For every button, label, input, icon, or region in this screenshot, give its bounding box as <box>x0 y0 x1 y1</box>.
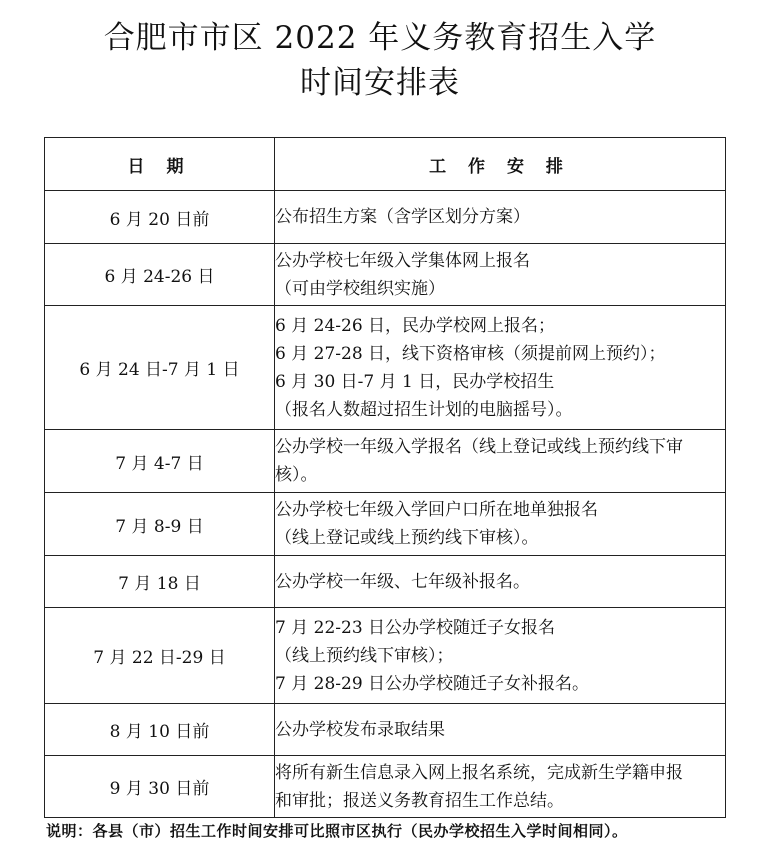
date-column-header: 日 期 <box>45 138 275 191</box>
date-cell: 6 月 24-26 日 <box>45 244 275 306</box>
task-line: 6 月 30 日-7 月 1 日，民办学校招生 <box>275 371 555 392</box>
document-title-line-1: 合肥市市区 2022 年义务教育招生入学 <box>103 20 657 56</box>
task-line: （线上预约线下审核）； <box>275 645 454 666</box>
date-cell: 7 月 4-7 日 <box>45 430 275 493</box>
task-line: （可由学校组织实施） <box>275 278 445 299</box>
schedule-table <box>44 137 726 818</box>
task-cell <box>275 493 726 556</box>
task-cell <box>275 244 726 306</box>
task-column-header: 工 作 安 排 <box>275 138 726 191</box>
task-line: 公办学校一年级入学报名（线上登记或线上预约线下审 <box>275 437 683 457</box>
task-line: 7 月 28-29 日公办学校随迁子女补报名。 <box>275 673 590 694</box>
task-line: 公办学校发布录取结果 <box>275 719 445 740</box>
table-row <box>45 556 726 608</box>
task-cell <box>275 191 726 244</box>
task-line: 将所有新生信息录入网上报名系统，完成新生学籍申报 <box>275 762 683 783</box>
task-line: 7 月 22-23 日公办学校随迁子女报名 <box>275 617 556 638</box>
task-line: 公办学校七年级入学集体网上报名 <box>275 250 530 271</box>
date-cell: 9 月 30 日前 <box>45 756 275 818</box>
task-line: （报名人数超过招生计划的电脑摇号）。 <box>275 399 573 420</box>
table-row <box>45 493 726 556</box>
task-line: （线上登记或线上预约线下审核）。 <box>275 528 539 548</box>
task-line: 公布招生方案（含学区划分方案） <box>275 207 530 227</box>
table-row <box>45 756 726 818</box>
date-cell: 6 月 20 日前 <box>45 191 275 244</box>
task-cell <box>275 608 726 704</box>
task-line: 核）。 <box>275 465 318 485</box>
task-line: 6 月 27-28 日，线下资格审核（须提前网上预约）； <box>275 343 666 364</box>
task-cell <box>275 704 726 756</box>
date-cell: 7 月 22 日-29 日 <box>45 608 275 704</box>
task-line: 和审批；报送义务教育招生工作总结。 <box>275 790 564 811</box>
table-header-row <box>45 138 726 191</box>
table-row <box>45 704 726 756</box>
footnote: 说明：各县（市）招生工作时间安排可比照市区执行（民办学校招生入学时间相同）。 <box>46 822 628 840</box>
task-cell <box>275 306 726 430</box>
document-title-line-2: 时间安排表 <box>300 65 460 101</box>
task-cell <box>275 756 726 818</box>
task-line: 公办学校一年级、七年级补报名。 <box>275 571 530 592</box>
task-line: 公办学校七年级入学回户口所在地单独报名 <box>275 500 598 520</box>
task-cell <box>275 556 726 608</box>
task-cell <box>275 430 726 493</box>
table-row <box>45 608 726 704</box>
table-row <box>45 191 726 244</box>
date-cell: 7 月 18 日 <box>45 556 275 608</box>
table-row <box>45 430 726 493</box>
date-cell: 7 月 8-9 日 <box>45 493 275 556</box>
task-line: 6 月 24-26 日，民办学校网上报名； <box>275 315 556 336</box>
table-row <box>45 306 726 430</box>
date-cell: 6 月 24 日-7 月 1 日 <box>45 306 275 430</box>
table-row <box>45 244 726 306</box>
date-cell: 8 月 10 日前 <box>45 704 275 756</box>
